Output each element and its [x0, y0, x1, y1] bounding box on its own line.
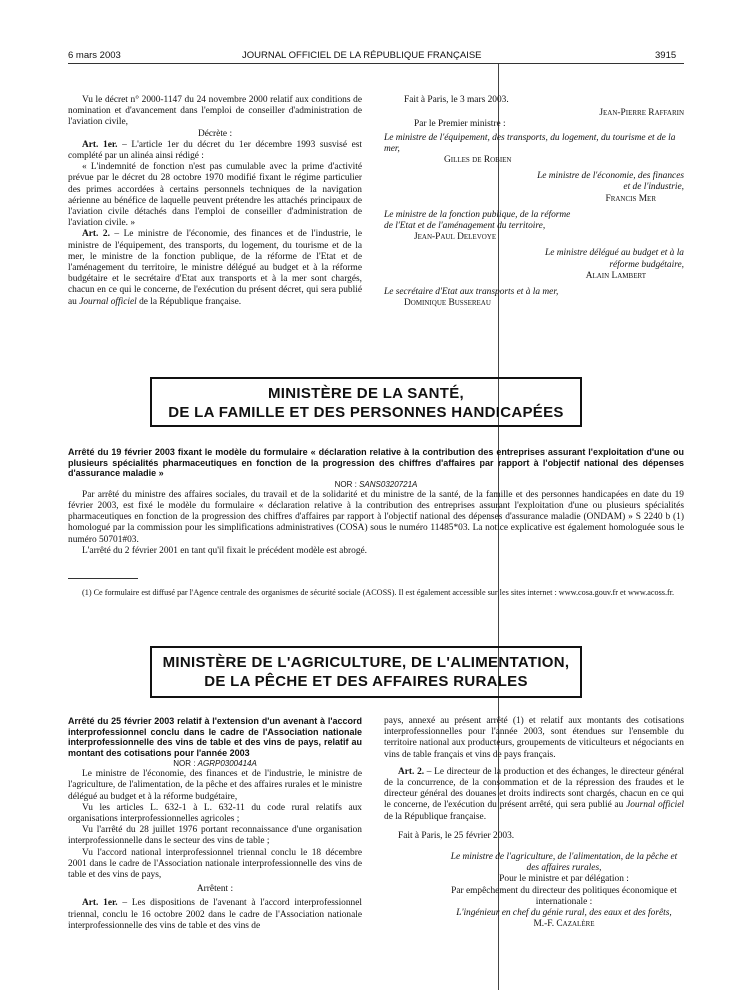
- agri-sig-name: M.-F. Cazalère: [533, 919, 595, 930]
- minister-2-title: [384, 171, 684, 193]
- sante-arrete-title: Arrêté du 19 février 2003 fixant le modèle du formulaire « déclaration relative à la contribution des entreprises assurant l'exploitation d'une ou plusieurs spécialités pharmaceutiques en fonction de la progression des chiffres d'affaires par rapport à l'objectif national des dépenses d'assurance maladie »: [68, 447, 684, 478]
- arretent-heading: Arrêtent :: [196, 884, 234, 895]
- sante-body-2: L'arrêté du 2 février 2001 en tant qu'il fixait le précédent modèle est abrogé.: [82, 545, 368, 556]
- journal-officiel-ref: Journal officiel: [79, 296, 137, 307]
- agri-nor-code: AGRP0300414A: [197, 759, 257, 768]
- header-rule: [68, 63, 684, 64]
- sante-line-1: MINISTÈRE DE LA SANTÉ,: [267, 385, 465, 402]
- vu-decret: Vu le décret n° 2000-1147 du 24 novembre 2000 relatif aux conditions de nomination et d'avancement dans l'emploi de conseiller d'administration de l'aviation civile,: [68, 95, 362, 128]
- agri-fait-date: Fait à Paris, le 25 février 2003.: [398, 830, 515, 841]
- minister-1-title-text: Le ministre de l'équipement, des transports, du logement, du tourisme et de la mer,: [384, 132, 676, 154]
- ministry-sante-header: [150, 377, 582, 427]
- article-1-text: – L'article 1er du décret du 1er décembre 1993 susvisé est complété par un alinéa ainsi rédigé :: [68, 139, 362, 162]
- article-1-quote: « L'indemnité de fonction n'est pas cumulable avec la prime d'activité prévue par le décret du 28 octobre 1970 modifié fixant le régime particulier des primes accordées à certains personnels techniques de la navigation aérienne au bénéfice de laquelle peuvent prétendre les attachés principaux de l'aviation civile détachés dans l'emploi de conseiller d'administration de l'aviation civile. »: [68, 162, 362, 229]
- minister-2-name: Francis Mer: [605, 193, 656, 204]
- minister-5-name: Dominique Bussereau: [404, 298, 491, 309]
- agri-article-2-text: – Le directeur de la production et des échanges, le directeur général de la concurrence, de la consommation et de la répression des fraudes et le directeur général des douanes et droits indirects sont chargés, chacun en ce qui le concerne, de l'exécution du présent arrêté, qui sera publié au: [384, 766, 684, 811]
- agri-article-1-cont: pays, annexé au présent arrêté (1) et relatif aux montants des cotisations interprofessionnelles pour l'année 2003, sont étendues sur l'ensemble du territoire national aux producteurs, groupements de viticulteurs et négociants en vins de table français et vins de pays français.: [384, 716, 684, 760]
- agri-right-column: [384, 716, 684, 930]
- agri-journal-officiel-ref: Journal officiel: [626, 800, 685, 811]
- minister-1-name: Gilles de Robien: [444, 155, 512, 166]
- pm-name: Jean-Pierre Raffarin: [599, 108, 684, 119]
- agri-line-2: DE LA PÊCHE ET DES AFFAIRES RURALES: [204, 673, 528, 690]
- agri-article-1-label: Art. 1er.: [82, 898, 118, 909]
- agri-article-2-end: de la République française.: [384, 811, 487, 822]
- sante-body: Par arrêté du ministre des affaires sociales, du travail et de la solidarité et du ministre de la santé, de la famille et des personnes handicapées en date du 19 février 2003, est fixé le modèle du formulaire « déclaration relative à la contribution des entreprises assurant l'exploitation d'une ou plusieurs spécialités pharmaceutiques en fonction de la progression des chiffres d'affaires par rapport à l'objectif national des dépenses d'assurance maladie (ONDAM) » S 2240 b (1) homologué par la commission pour les simplifications administratives (COSA) sous le numéro 11485*03. La notice explicative est également homologuée sous le numéro 50701#03.: [68, 489, 684, 545]
- agri-p4: Vu l'accord national interprofessionnel triennal conclu le 18 décembre 2001 dans le cadre de l'Association nationale interprofessionnelle des vins de table et des vins de pays,: [68, 847, 362, 881]
- agri-sig-title-text: Le ministre de l'agriculture, de l'alimentation, de la pêche et des affaires rurales,: [450, 852, 678, 874]
- signatures-block: [384, 95, 684, 309]
- sante-footnote: [68, 588, 684, 598]
- minister-3-title-text: Le ministre de la fonction publique, de la réforme de l'Etat et de l'aménagement du territoire,: [384, 209, 571, 232]
- agri-nor: [68, 758, 362, 769]
- minister-5-title: [384, 287, 574, 298]
- agri-sig-ingenieur: [444, 908, 684, 919]
- page-number: 3915: [655, 50, 677, 61]
- agri-sig-title: [444, 852, 684, 874]
- article-2-label: Art. 2.: [82, 229, 110, 240]
- agri-nor-label: NOR :: [173, 759, 196, 768]
- fait-date: Fait à Paris, le 3 mars 2003.: [404, 95, 509, 105]
- agri-article-2: [384, 767, 684, 823]
- agri-signature: [384, 852, 684, 930]
- minister-5-title-text: Le secrétaire d'Etat aux transports et à la mer,: [384, 287, 559, 298]
- minister-4-name: Alain Lambert: [585, 270, 646, 281]
- sante-line-2: DE LA FAMILLE ET DES PERSONNES HANDICAPÉES: [168, 404, 564, 421]
- header-date: 6 mars 2003: [68, 50, 121, 61]
- decree-left-column: [68, 95, 362, 308]
- decrete-heading: Décrète :: [197, 128, 233, 139]
- agri-line-1: MINISTÈRE DE L'AGRICULTURE, DE L'ALIMENTATION,: [162, 654, 570, 671]
- sante-nor: [68, 479, 684, 490]
- minister-4-title: [384, 248, 684, 270]
- footnote-rule: [68, 578, 138, 579]
- sante-arrete: [68, 447, 684, 557]
- minister-2-title-text: Le ministre de l'économie, des finances et de l'industrie,: [537, 171, 684, 193]
- minister-3-name: Jean-Paul Delevoye: [414, 232, 497, 243]
- minister-4-title-text: Le ministre délégué au budget et à la réforme budgétaire,: [545, 248, 684, 270]
- agri-p2: Vu les articles L. 632-1 à L. 632-11 du code rural relatifs aux organisations interprofessionnelles agricoles ;: [68, 802, 362, 825]
- minister-1-title: [384, 133, 684, 155]
- minister-3-title: [384, 210, 574, 232]
- article-1-label: Art. 1er.: [82, 139, 118, 150]
- agri-sig-empechement: Par empêchement du directeur des politiques économique et internationale :: [451, 885, 677, 907]
- pm-intro: Par le Premier ministre :: [414, 119, 506, 130]
- agri-article-1-text: – Les dispositions de l'avenant à l'accord interprofessionnel triennal, conclu le 16 octobre 2002 dans le cadre de l'Association nationale interprofessionnelle des vins de table et des vins de: [68, 898, 363, 931]
- agri-sig-ingenieur-text: L'ingénieur en chef du génie rural, des eaux et des forêts,: [456, 908, 672, 919]
- agri-sig-pour: Pour le ministre et par délégation :: [499, 874, 629, 885]
- agri-p3: Vu l'arrêté du 28 juillet 1976 portant reconnaissance d'une organisation interprofessionnelle dans le secteur des vins de table ;: [68, 825, 362, 847]
- article-2: [68, 229, 362, 307]
- agri-article-2-label: Art. 2.: [398, 766, 425, 777]
- sante-footnote-text: (1) Ce formulaire est diffusé par l'Agence centrale des organismes de sécurité sociale (ACOSS). Il est également accessible sur les sites internet : www.cosa.gouv.fr et www.acoss.fr.: [82, 588, 675, 597]
- sante-nor-code: SANS0320721A: [359, 479, 418, 489]
- agri-article-1: [68, 898, 362, 932]
- agri-p1: Le ministre de l'économie, des finances et de l'industrie, le ministre de l'agriculture, de l'alimentation, de la pêche et des affaires rurales et le ministre délégué au budget et à la réforme budgétaire,: [68, 769, 362, 802]
- sante-nor-label: NOR :: [334, 479, 357, 489]
- article-1: [68, 140, 362, 162]
- ministry-agriculture-header: [150, 646, 582, 698]
- article-2-end: de la République française.: [139, 296, 242, 307]
- article-2-text: – Le ministre de l'économie, des finances et de l'industrie, le ministre de l'équipement, des transports, du logement, du tourisme et de la mer, le ministre de la fonction publique, de la réforme de l'Etat et de l'aménagement du territoire, le ministre délégué au budget et à la réforme budgétaire et le secrétaire d'Etat aux transports et à la mer sont chargés, chacun en ce qui le concerne, de l'exécution du présent décret, qui sera publié au: [68, 229, 362, 307]
- agri-arrete-title: Arrêté du 25 février 2003 relatif à l'extension d'un avenant à l'accord interprofessionnel conclu dans le cadre de l'Association nationale interprofessionnelle des vins de table et des vins de pays, relatif au montant des cotisations pour l'année 2003: [68, 716, 362, 758]
- agri-left-column: [68, 716, 362, 932]
- journal-title: JOURNAL OFFICIEL DE LA RÉPUBLIQUE FRANÇAISE: [242, 50, 482, 61]
